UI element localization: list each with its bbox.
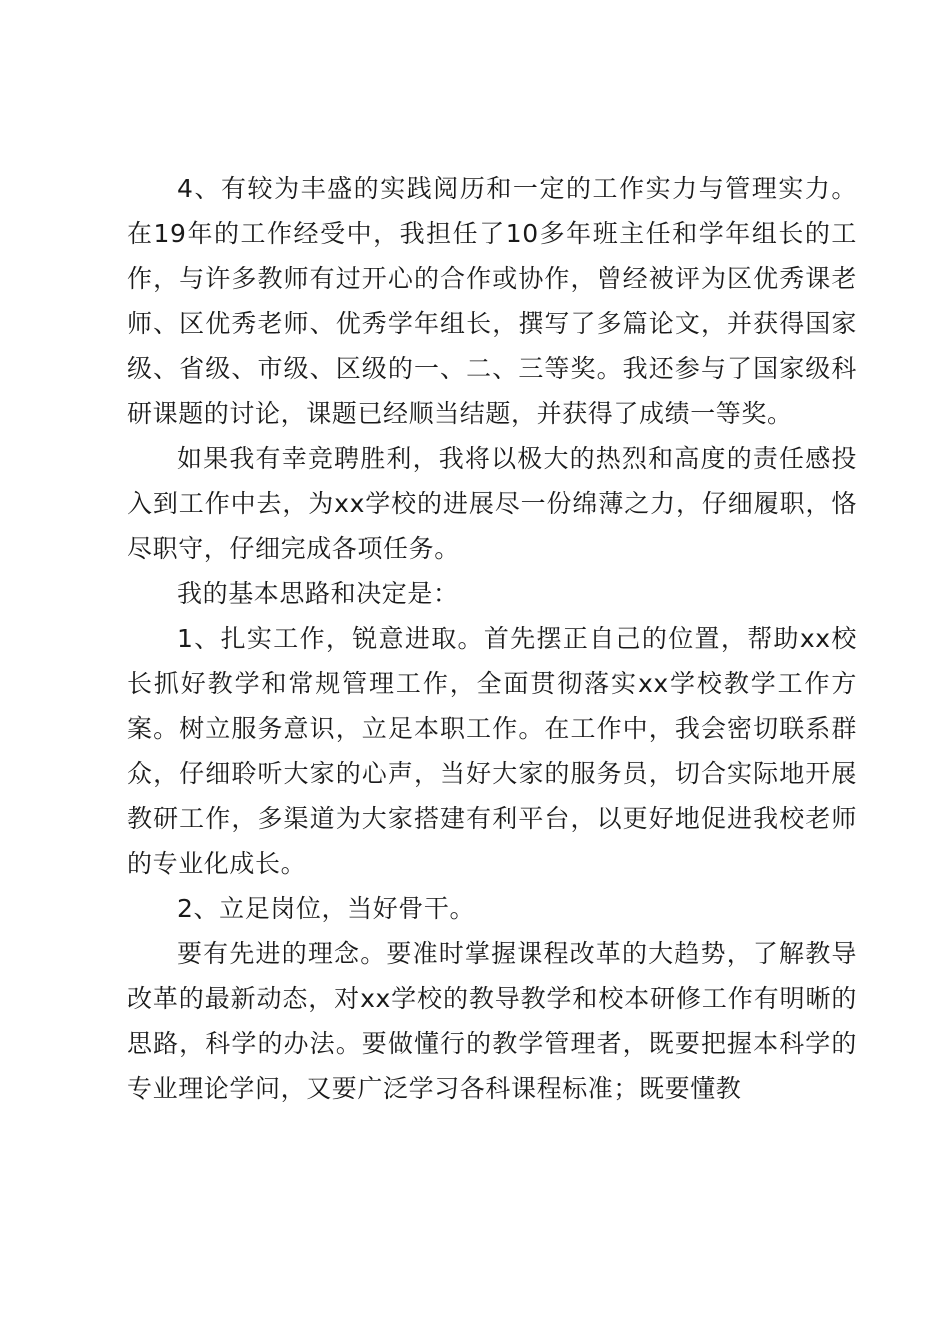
document-body	[127, 166, 857, 1111]
paragraph-point-2: 2、立足岗位，当好骨干。	[177, 894, 476, 923]
paragraph-advanced-concepts: 要有先进的理念。要准时掌握课程改革的大趋势，了解教导改革的最新动态，对xx学校的教导教学和校本研修工作有明晰的思路，科学的办法。要做懂行的教学管理者，既要把握本科学的专业理论学问，又要广泛学习各科课程标准；既要懂教	[127, 939, 857, 1103]
paragraph-point-1: 1、扎实工作，锐意进取。首先摆正自己的位置，帮助xx校长抓好教学和常规管理工作，全面贯彻落实xx学校教学工作方案。树立服务意识，立足本职工作。在工作中，我会密切联系群众，仔细聆听大家的心声，当好大家的服务员，切合实际地开展教研工作，多渠道为大家搭建有利平台，以更好地促进我校老师的专业化成长。	[127, 624, 857, 878]
paragraph-experience: 4、有较为丰盛的实践阅历和一定的工作实力与管理实力。在19年的工作经受中，我担任了10多年班主任和学年组长的工作，与许多教师有过开心的合作或协作，曾经被评为区优秀课老师、区优秀老师、优秀学年组长，撰写了多篇论文，并获得国家级、省级、市级、区级的一、二、三等奖。我还参与了国家级科研课题的讨论，课题已经顺当结题，并获得了成绩一等奖。	[127, 174, 857, 428]
paragraph-approach-intro: 我的基本思路和决定是：	[177, 579, 459, 608]
paragraph-commitment: 如果我有幸竞聘胜利，我将以极大的热烈和高度的责任感投入到工作中去，为xx学校的进展尽一份绵薄之力，仔细履职，恪尽职守，仔细完成各项任务。	[127, 444, 857, 563]
